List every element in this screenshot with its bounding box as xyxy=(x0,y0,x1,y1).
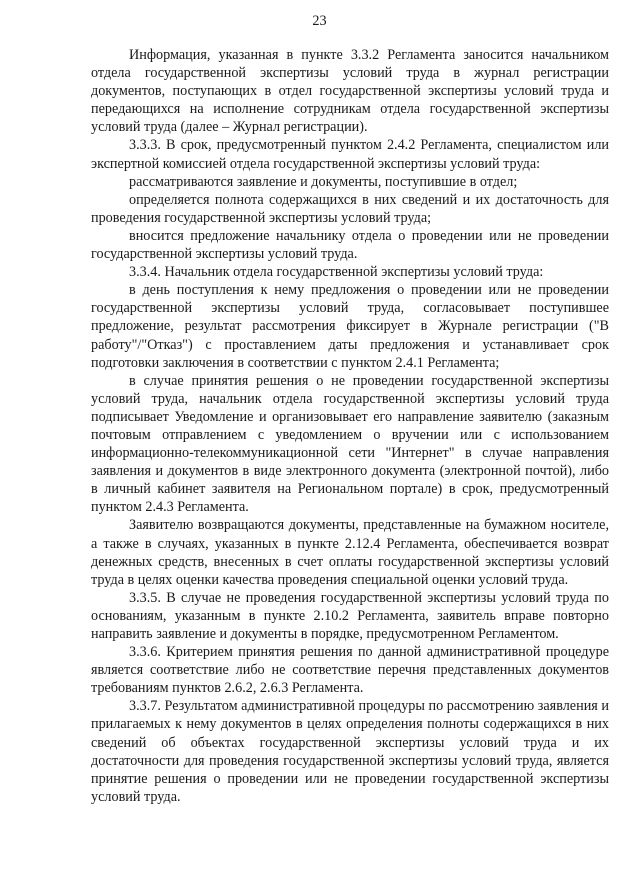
document-body xyxy=(91,46,609,806)
paragraph-proposal: вносится предложение начальнику отдела о проведении или не проведении государственной экспертизы условий труда. xyxy=(91,227,609,263)
paragraph-3-3-3: 3.3.3. В срок, предусмотренный пунктом 2.4.2 Регламента, специалистом или экспертной комиссией отдела государственной экспертизы условий труда: xyxy=(91,137,609,172)
paragraph-completeness: определяется полнота содержащихся в них сведений и их достаточность для проведения государственной экспертизы условий труда; xyxy=(91,191,609,226)
paragraph-3-3-5: 3.3.5. В случае не проведения государственной экспертизы условий труда по основаниям, указанным в пункте 2.10.2 Регламента, заявитель вправе повторно направить заявление и документы в порядке, предусмотренном Регламентом. xyxy=(91,589,609,642)
paragraph-notification: в случае принятия решения о не проведении государственной экспертизы условий труда, начальник отдела государственной экспертизы условий труда подписывает Уведомление и организовывает его направление заявителю (заказным почтовым отправлением с уведомлением о вручении или с использованием информационно-телекоммуникационной сети "Интернет" в случае направления заявления и документов в виде электронного документа (электронной почтой), либо в личный кабинет заявителя на Региональном портале) в срок, предусмотренный пунктом 2.4.3 Регламента. xyxy=(91,372,609,516)
paragraph-3-3-4: 3.3.4. Начальник отдела государственной экспертизы условий труда: xyxy=(129,264,544,281)
paragraph-approval-day: в день поступления к нему предложения о проведении или не проведении государственной экспертизы условий труда, согласовывает поступившее предложение, результат рассмотрения фиксирует в Журнале регистрации ("В работу"/"Отказ") с проставлением даты предложения и устанавливает срок подготовки заключения в соответствии с пунктом 2.4.1 Регламента; xyxy=(91,282,609,371)
paragraph-3-3-7: 3.3.7. Результатом административной процедуры по рассмотрению заявления и прилагаемых к нему документов в целях определения полноты содержащихся в них сведений об объектах государственной экспертизы условий труда и их достаточности для проведения государственной экспертизы условий труда, является принятие решения о проведении или не проведении государственной экспертизы условий труда. xyxy=(91,698,609,805)
page-number: 23 xyxy=(312,13,327,29)
paragraph-journal-info: Информация, указанная в пункте 3.3.2 Регламента заносится начальником отдела государственной экспертизы условий труда в журнал регистрации документов, поступающих в отдел государственной экспертизы условий труда и передающихся на исполнение сотрудникам отдела государственной экспертизы условий труда (далее – Журнал регистрации). xyxy=(91,47,609,136)
paragraph-document-return: Заявителю возвращаются документы, представленные на бумажном носителе, а также в случаях, указанных в пункте 2.12.4 Регламента, обеспечивается возврат денежных средств, внесенных в счет оплаты государственной экспертизы условий труда в целях оценки качества проведения специальной оценки условий труда. xyxy=(91,517,609,588)
paragraph-review-documents: рассматриваются заявление и документы, поступившие в отдел; xyxy=(129,173,518,190)
paragraph-3-3-6: 3.3.6. Критерием принятия решения по данной административной процедуре является соответствие либо не соответствие перечня представленных документов требованиям пунктов 2.6.2, 2.6.3 Регламента. xyxy=(91,644,609,697)
